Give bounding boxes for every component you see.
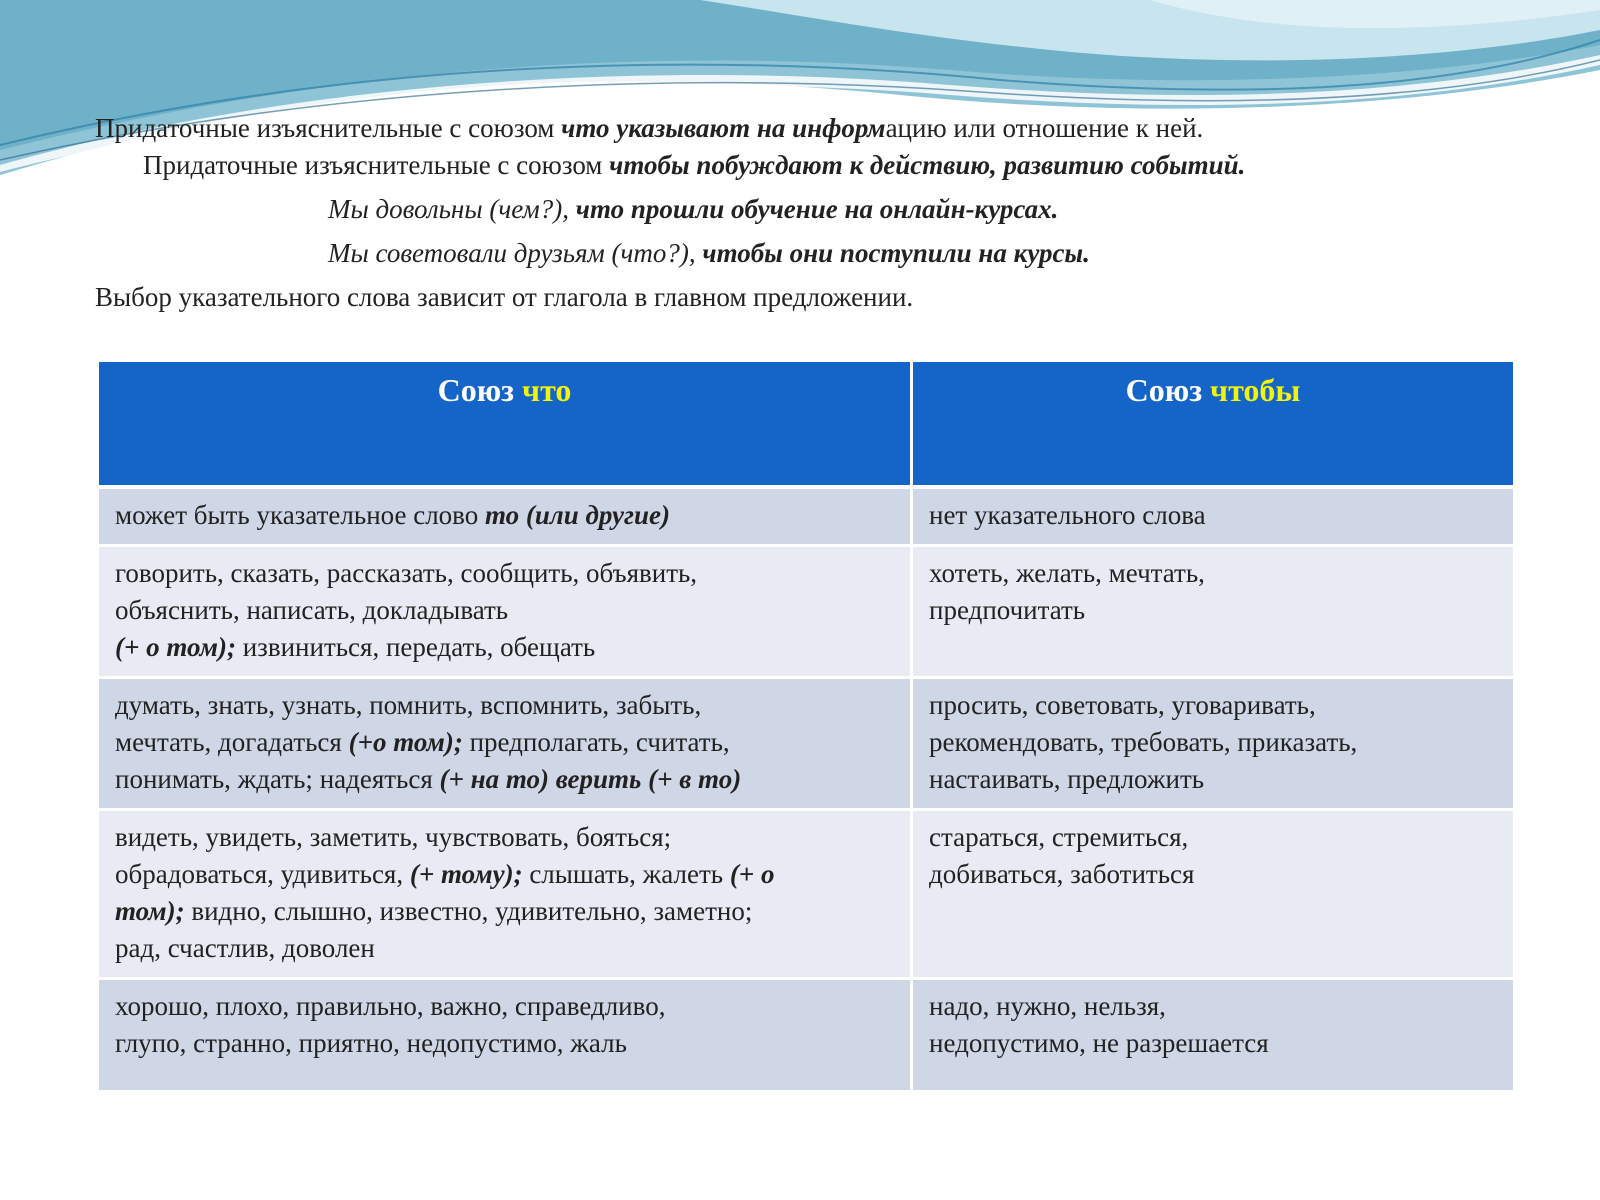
cell-text: рад, счастлив, доволен <box>115 933 375 963</box>
cell-text: надо, нужно, нельзя, <box>929 991 1166 1021</box>
example-2-main: Мы советовали друзьям (что?), <box>328 238 703 268</box>
conjunction-table <box>99 362 1513 1093</box>
cell-chto <box>99 489 913 547</box>
intro-line-1-emphasis: что указывают на информ <box>561 113 886 143</box>
cell-emphasis: том); <box>115 896 185 926</box>
cell-emphasis: (+ тому); <box>409 859 523 889</box>
cell-text: хотеть, желать, мечтать, <box>929 558 1205 588</box>
header-chto <box>99 362 913 489</box>
cell-chto <box>99 547 913 679</box>
cell-text: объяснить, написать, докладывать <box>115 595 509 625</box>
table-row <box>99 811 1513 980</box>
cell-chto <box>99 980 913 1093</box>
header-chto-prefix: Союз <box>437 372 523 408</box>
cell-text: слышать, жалеть <box>522 859 730 889</box>
cell-text: настаивать, предложить <box>929 764 1205 794</box>
cell-text: рекомендовать, требовать, приказать, <box>929 727 1358 757</box>
cell-emphasis: (+ о том); <box>115 632 236 662</box>
cell-chtoby <box>913 980 1513 1093</box>
cell-emphasis: то (или другие) <box>484 500 670 530</box>
intro-line-1 <box>95 111 1203 145</box>
cell-text: видеть, увидеть, заметить, чувствовать, бояться; <box>115 822 672 852</box>
intro-line-2-emphasis: чтобы побуждают к действию, развитию событий. <box>609 150 1246 180</box>
cell-text: мечтать, догадаться <box>115 727 349 757</box>
example-2 <box>328 236 1090 270</box>
cell-text: думать, знать, узнать, помнить, вспомнить, забыть, <box>115 690 702 720</box>
cell-text: просить, советовать, уговаривать, <box>929 690 1316 720</box>
cell-chto <box>99 811 913 980</box>
cell-chtoby <box>913 547 1513 679</box>
table-row <box>99 547 1513 679</box>
cell-text: хорошо, плохо, правильно, важно, справедливо, <box>115 991 666 1021</box>
intro-line-2-text: Придаточные изъяснительные с союзом <box>143 150 610 180</box>
cell-chto <box>99 679 913 811</box>
table-row <box>99 679 1513 811</box>
cell-chtoby <box>913 489 1513 547</box>
header-chtoby <box>913 362 1513 489</box>
header-chtoby-prefix: Союз <box>1125 372 1211 408</box>
cell-emphasis: (+о том); <box>348 727 463 757</box>
example-1-clause: что прошли обучение на онлайн-курсах. <box>575 194 1059 224</box>
cell-emphasis: (+ на то) верить (+ в то) <box>439 764 742 794</box>
header-chtoby-word: чтобы <box>1210 372 1301 408</box>
cell-text: говорить, сказать, рассказать, сообщить, объявить, <box>115 558 698 588</box>
cell-text: глупо, странно, приятно, недопустимо, жаль <box>115 1028 627 1058</box>
example-1 <box>328 192 1058 226</box>
table-row <box>99 980 1513 1093</box>
intro-line-5: Выбор указательного слова зависит от глагола в главном предложении. <box>95 282 914 312</box>
header-chto-word: что <box>522 372 572 408</box>
table-row <box>99 489 1513 547</box>
cell-chtoby <box>913 679 1513 811</box>
cell-text: извиниться, передать, обещать <box>235 632 596 662</box>
cell-text: понимать, ждать; надеяться <box>115 764 440 794</box>
cell-text: предполагать, считать, <box>462 727 730 757</box>
example-1-main: Мы довольны (чем?), <box>328 194 576 224</box>
cell-text: может быть указательное слово <box>115 500 485 530</box>
intro-line-1-text: Придаточные изъяснительные с союзом <box>95 113 562 143</box>
cell-text: нет указательного слова <box>929 500 1206 530</box>
intro-line-1-tail: ацию или отношение к ней. <box>885 113 1204 143</box>
cell-emphasis: (+ о <box>729 859 775 889</box>
cell-text: обрадоваться, удивиться, <box>115 859 410 889</box>
table-header-row <box>99 362 1513 489</box>
cell-text: предпочитать <box>929 595 1086 625</box>
intro-line-2 <box>143 148 1245 182</box>
cell-text: стараться, стремиться, <box>929 822 1189 852</box>
cell-text: добиваться, заботиться <box>929 859 1195 889</box>
cell-chtoby <box>913 811 1513 980</box>
cell-text: недопустимо, не разрешается <box>929 1028 1269 1058</box>
example-2-clause: чтобы они поступили на курсы. <box>702 238 1090 268</box>
cell-text: видно, слышно, известно, удивительно, заметно; <box>184 896 753 926</box>
